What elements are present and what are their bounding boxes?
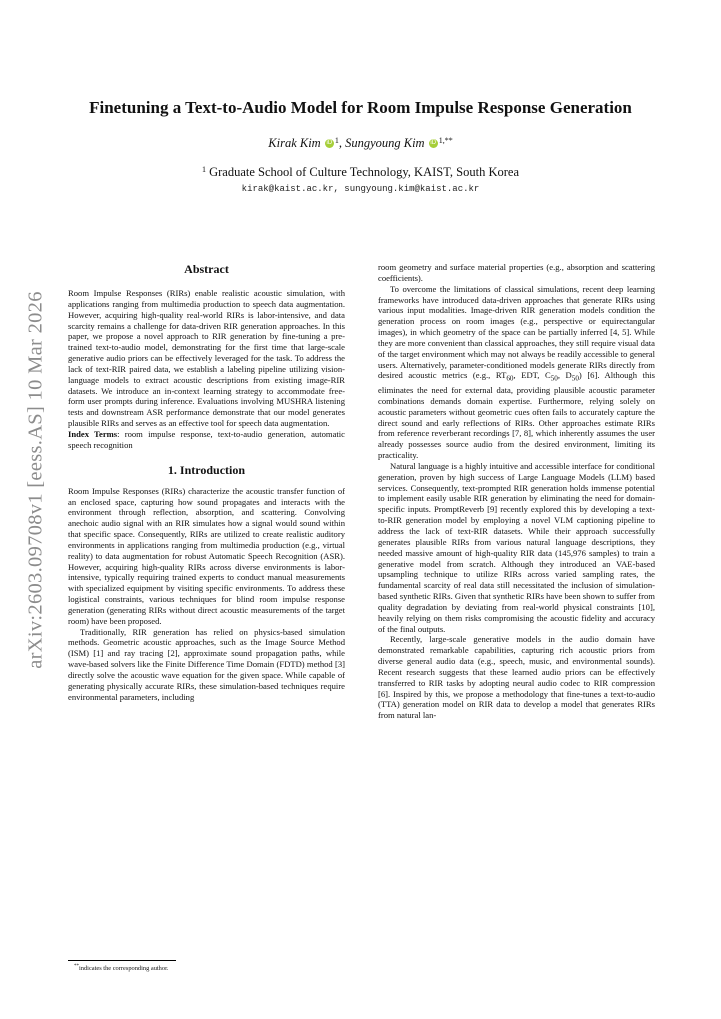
intro-paragraph: Traditionally, RIR generation has relied on physics-based simulation methods. Geometric acoustic approaches, such as the Image Source Method (ISM) [1] and ray tracing [2], approximate sound propagation paths, while wave-based solvers like the Finite Difference Time Domain (FDTD) method [3] directly solve the acoustic wave equation for the given space. While capable of generating physically accurate RIRs, these simulation-based techniques require environmental parameters, including — [68, 626, 345, 702]
footnote — [74, 964, 168, 972]
right-column — [378, 262, 655, 721]
footnote-mark: ** — [74, 964, 79, 969]
orcid-icon[interactable]: iD — [430, 140, 437, 146]
left-column — [68, 262, 345, 703]
introduction-heading: 1. Introduction — [167, 462, 246, 477]
affiliation-sup: 1 — [201, 165, 206, 174]
intro-paragraph: Room Impulse Responses (RIRs) characterize the acoustic transfer function of an enclosed space, capturing how sound propagates and interacts with the environment through reflection, absorption, and scattering. Convolving anechoic audio signal with an RIR simulates how a signal would sound within that specific space. Consequently, RIRs are utilized to create realistic auditory environments in applications ranging from multimedia production (e.g., virtual reality) to data augmentation for robust Automatic Speech Recognition (ASR). However, acquiring high-quality RIRs across diverse environments is labor-intensive, typically requiring trained experts to conduct manual measurements with specialized equipment by visiting specific environments. To address these logistical constraints, various techniques for blind room impulse response generation (generating RIRs without direct acoustic measurements of the target room) have been proposed. — [68, 485, 345, 626]
text-run: ) [6]. Although this eliminates the need for external data, providing plausible acoustic parameter combinations demands domain expertise. Furthermore, relying solely on acoustic parameters without geometric cues often fails to accurately capture the direct sound and early reflections of RIRs. Other approaches estimate RIRs from reference reverberant recordings [7, 8], which inherently assumes the user already possesses source audio from the desired environment, limiting its practicality. — [378, 370, 655, 461]
paper-title: Finetuning a Text-to-Audio Model for Room Impulse Response Generation — [89, 98, 632, 117]
arxiv-stamp — [16, 270, 56, 690]
author-affil-sup: 1 — [334, 136, 339, 145]
text-run: , EDT, C — [513, 370, 551, 381]
affiliation — [60, 165, 661, 180]
index-terms-text: : room impulse response, text-to-audio generation, automatic speech recognition — [68, 428, 345, 450]
author-emails: kirak@kaist.ac.kr, sungyoung.kim@kaist.ac.kr — [241, 184, 480, 194]
text-run: , D — [557, 370, 572, 381]
author-line: Kirak Kim iD $^1$, Sungyoung Kim iD $^{1,**}$ — [268, 136, 453, 150]
affiliation-text: Graduate School of Culture Technology, KAIST, South Korea — [209, 165, 520, 179]
footnote-rule — [68, 960, 176, 961]
abstract-heading: Abstract — [184, 262, 229, 276]
arxiv-stamp-text: arXiv:2603.09708v1 [eess.AS] 10 Mar 2026 — [24, 291, 47, 669]
intro-paragraph — [378, 284, 655, 461]
footnote-text: indicates the corresponding author. — [79, 965, 169, 972]
text-run: To overcome the limitations of classical simulations, recent deep learning frameworks have introduced data-driven approaches that generate RIRs using various input modalities. Image-driven RIR generation models condition the generation process on room images (e.g., perspective or equirectangular images), in which geometry of the space can be partially inferred [4, 5]. While they are more convenient than classical approaches, they still require visual data of the target environment which may not always be readily accessible to general users. Alternatively, parameter-conditioned models generate RIRs directly from desired acoustic metrics (e.g., RT — [378, 283, 655, 381]
abstract-text: Room Impulse Responses (RIRs) enable realistic acoustic simulation, with applications ranging from multimedia production to speech data augmentation. However, acquiring high-quality real-world RIRs is labor-intensive, and data scarcity remains a challenge for data-driven RIR generation approaches. In this paper, we propose a novel approach to RIR generation by fine-tuning a pre-trained text-to-audio model, demonstrating for the first time that large-scale generative audio priors can be effectively leveraged for the task. To address the lack of text-RIR paired data, we establish a labeling pipeline utilizing vision-language models to extract acoustic descriptions from existing image-RIR datasets. We introduce an in-context learning strategy to accommodate free-form user prompts during inference. Evaluations involving MUSHRA listening tests and downstream ASR performance demonstrate that our model generates plausible RIRs and serves as an effective tool for speech data augmentation. — [68, 288, 345, 429]
intro-paragraph: Natural language is a highly intuitive and accessible interface for conditional generation, proven by high success of Large Language Models (LLM) based services. Consequently, text-prompted RIR generation holds immense potential to implement easily usable RIR generation by eliminating the need for domain-specific inputs. PromptReverb [9] recently explored this by developing a text-to-RIR generation model by employing a novel VLM captioning pipeline to address the lack of text-RIR datasets. While their approach successfully generates plausible RIRs from various natural language descriptions, they needed massive amount of high-quality RIR data (145,976 samples) to train a generative model from scratch. Although they introduced an VAE-based upsampling technique to utilize RIRs across varied sampling rates, the fundamental scarcity of real data still necessitated the inclusion of simulation-based synthetic RIRs. Given that synthetic RIRs have been shown to suffer from quality degradation by deviating from real-world physical constraints [10], heavily relying on them risks compromising the acoustic fidelity and accuracy of the final outputs. — [378, 460, 655, 634]
author-name: Kirak Kim — [268, 136, 321, 150]
subscript: 60 — [506, 375, 514, 384]
subscript: 50 — [571, 375, 579, 384]
author-name: Sungyoung Kim — [345, 136, 425, 150]
index-terms-label: Index Terms — [68, 428, 118, 439]
subscript: 50 — [550, 375, 558, 384]
index-terms — [68, 429, 345, 451]
author-affil-sup: 1,** — [438, 136, 453, 145]
orcid-icon[interactable]: iD — [326, 140, 333, 146]
intro-paragraph: room geometry and surface material properties (e.g., absorption and scattering coefficients). — [378, 262, 655, 283]
intro-paragraph: Recently, large-scale generative models in the audio domain have demonstrated remarkable capabilities, capturing rich acoustic priors from diverse general audio data (e.g., speech, music, and environmental sounds). Recent research suggests that these learned audio priors can be effectively transferred to RIR tasks by adopting neural audio codec to RIR compression [6]. Inspired by this, we propose a methodology that fine-tunes a text-to-audio (TTA) generation model on RIR data to develop a model that generates RIRs from natural lan- — [378, 634, 655, 721]
